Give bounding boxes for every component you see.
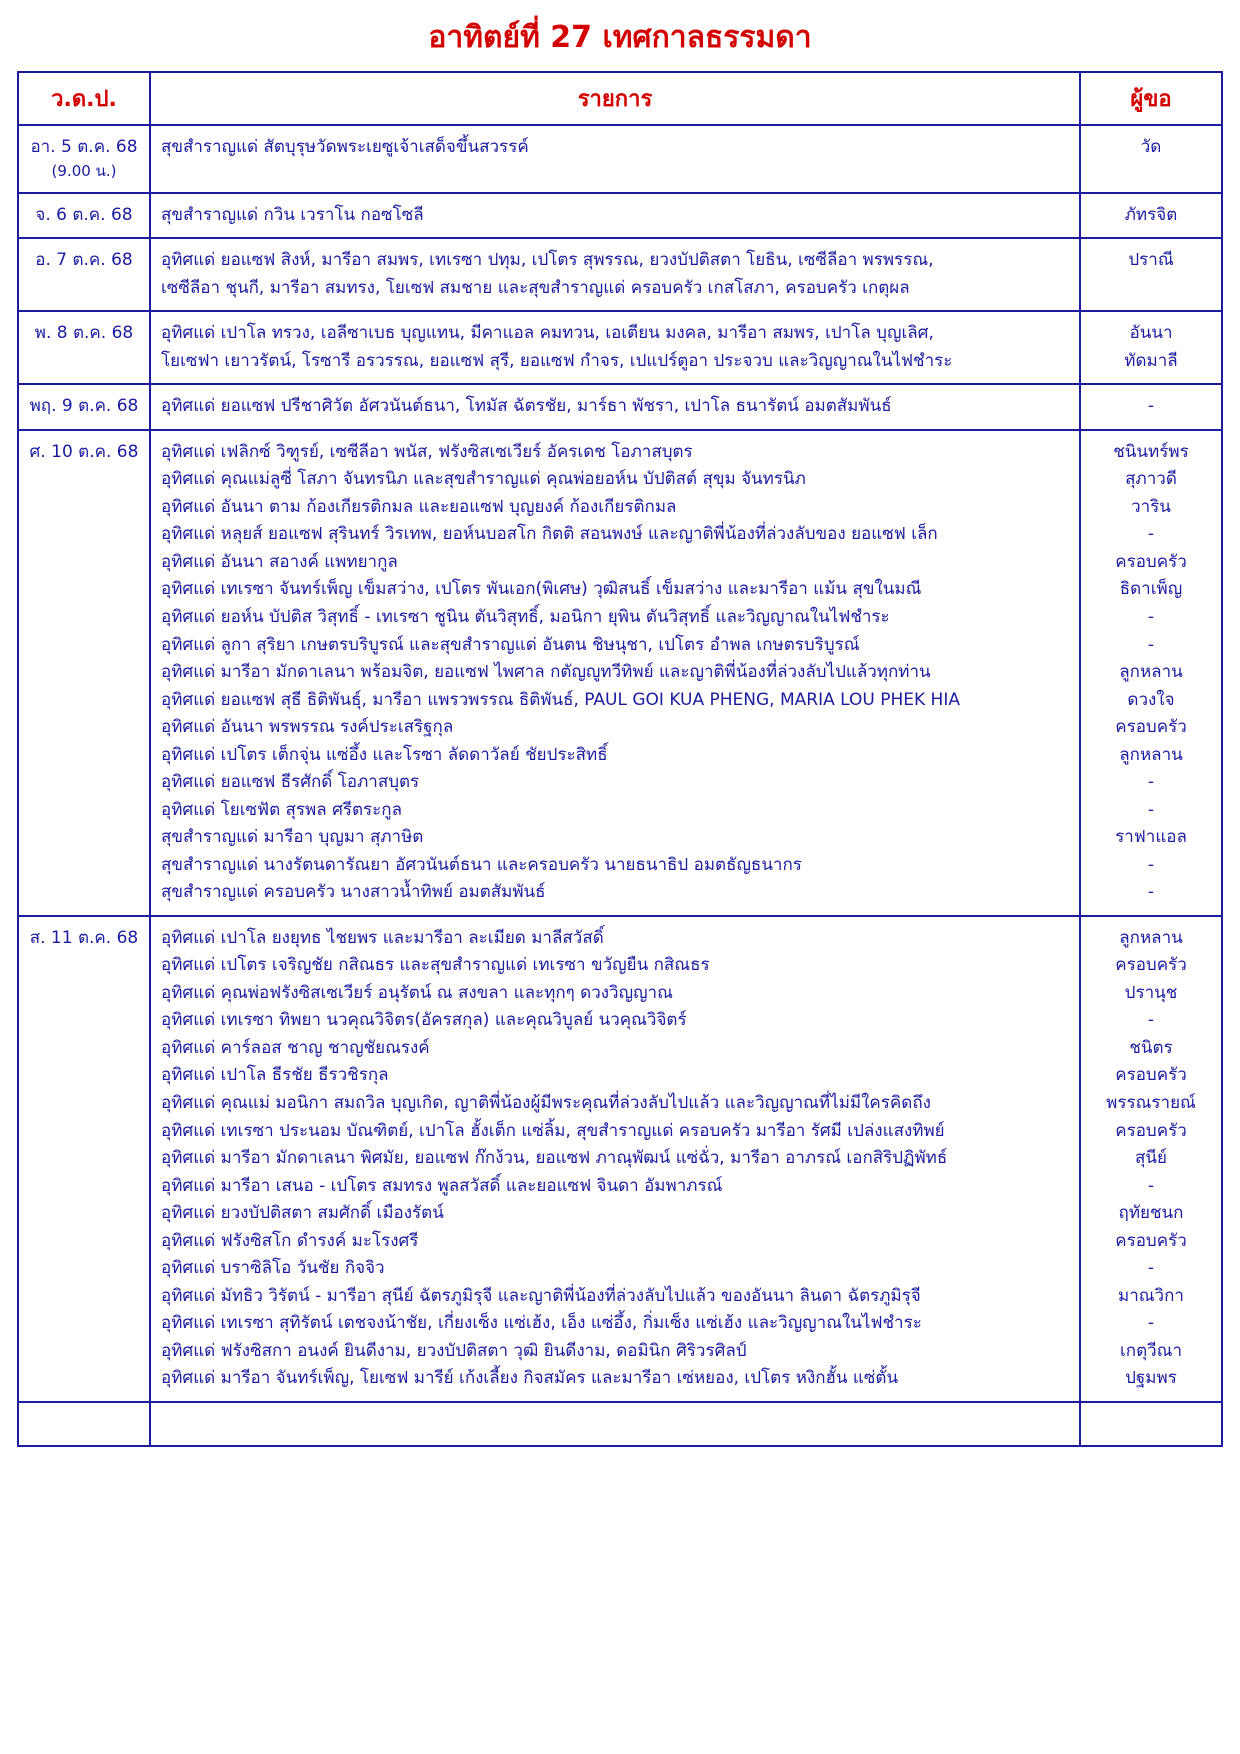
requester-line: - bbox=[1147, 1313, 1155, 1334]
intention-line: อุทิศแด่ ยอห์น บัปติส วิสุทธิ์ - เทเรซา ชูนิน ตันวิสุทธิ์, มอนิกา ยุพิน ตันวิสุทธิ์ และวิญญาณในไฟชำระ bbox=[161, 606, 890, 627]
requester-line: ราฟาแอล bbox=[1115, 827, 1187, 848]
requester-line: ครอบครัว bbox=[1115, 1230, 1187, 1251]
date-text: จ. 6 ต.ค. 68 bbox=[35, 204, 133, 225]
intention-line: อุทิศแด่ เปโตร เต็กจุ่น แซ่อึ้ง และโรซา ลัดดาวัลย์ ชัยประสิทธิ์ bbox=[161, 744, 608, 765]
table-row-partial bbox=[18, 1402, 1222, 1446]
cell-date bbox=[18, 1402, 150, 1446]
requester-line: ลูกหลาน bbox=[1119, 662, 1183, 683]
table-row bbox=[18, 125, 1222, 193]
requester-line: - bbox=[1147, 854, 1155, 875]
table-row bbox=[18, 430, 1222, 916]
requester-line: ภัทรจิต bbox=[1124, 204, 1178, 225]
intention-line: สุขสำราญแด่ สัตบุรุษวัดพระเยซูเจ้าเสด็จขึ้นสวรรค์ bbox=[161, 137, 529, 157]
cell-requester bbox=[1080, 311, 1222, 384]
table-header bbox=[18, 72, 1222, 125]
table-row bbox=[18, 238, 1222, 311]
intention-line: อุทิศแด่ มัทธิว วิรัตน์ - มารีอา สุนีย์ ฉัตรภูมิรุจี และญาติพี่น้องที่ล่วงลับไปแล้ว ของอันนา ลินดา ฉัตรภูมิรุจี bbox=[161, 1285, 921, 1306]
requester-line: มาณวิกา bbox=[1118, 1285, 1184, 1306]
requester-line: สุภาวดี bbox=[1125, 469, 1177, 490]
table-body bbox=[18, 125, 1222, 1446]
intention-line: โยเซฟา เยาวรัตน์, โรซารี อรวรรณ, ยอแซฟ สุรี, ยอแซฟ กำจร, เปแปร์ตูอา ประจวบ และวิญญาณในไฟชำระ bbox=[161, 350, 953, 371]
requester-line: สุนีย์ bbox=[1135, 1148, 1167, 1169]
intention-line: อุทิศแด่ เทเรซา จันทร์เพ็ญ เข็มสว่าง, เปโตร พันเอก(พิเศษ) วุฒิสนธิ์ เข็มสว่าง และมารีอา แม้น สุขในมณี bbox=[161, 579, 922, 600]
requester-line: - bbox=[1147, 606, 1155, 627]
cell-intentions bbox=[150, 430, 1080, 916]
date-text: ศ. 10 ต.ค. 68 bbox=[29, 441, 139, 462]
cell-intentions bbox=[150, 125, 1080, 193]
requester-line: - bbox=[1147, 634, 1155, 655]
intention-line: อุทิศแด่ คุณพ่อฟรังซิสเซเวียร์ อนุรัตน์ ณ สงขลา และทุกๆ ดวงวิญญาณ bbox=[161, 982, 673, 1003]
requester-line: ปรานุช bbox=[1124, 982, 1178, 1003]
intention-line: อุทิศแด่ ยอแซฟ สิงห์, มารีอา สมพร, เทเรซา ปทุม, เปโตร สุพรรณ, ยวงบัปติสตา โยธิน, เซซีลีอา พรพรรณ, bbox=[161, 250, 934, 271]
intention-line: อุทิศแด่ ยวงบัปติสตา สมศักดิ์ เมืองรัตน์ bbox=[161, 1203, 444, 1224]
intention-line: อุทิศแด่ อันนา พรพรรณ รงค์ประเสริฐกุล bbox=[161, 717, 454, 738]
cell-requester bbox=[1080, 238, 1222, 311]
requester-line: ครอบครัว bbox=[1115, 717, 1187, 738]
intention-line: อุทิศแด่ บราซิลิโอ วันชัย กิจจิว bbox=[161, 1258, 385, 1279]
cell-date bbox=[18, 193, 150, 239]
requester-line: - bbox=[1147, 1175, 1155, 1196]
page-title: อาทิตย์ที่ 27 เทศกาลธรรมดา bbox=[428, 20, 812, 55]
requester-line: - bbox=[1147, 1010, 1155, 1031]
table-row bbox=[18, 193, 1222, 239]
intention-line: อุทิศแด่ ฟรังซิสโก ดำรงค์ มะโรงศรี bbox=[161, 1230, 419, 1251]
intention-line: สุขสำราญแด่ มารีอา บุญมา สุภาษิต bbox=[161, 827, 424, 848]
date-text: พฤ. 9 ต.ค. 68 bbox=[29, 396, 139, 417]
requester-line: ดวงใจ bbox=[1127, 689, 1175, 710]
cell-requester bbox=[1080, 916, 1222, 1402]
date-text: ส. 11 ต.ค. 68 bbox=[29, 927, 139, 948]
requester-line: ครอบครัว bbox=[1115, 1120, 1187, 1141]
intention-line: อุทิศแด่ ฟรังซิสกา อนงค์ ยินดีงาม, ยวงบัปติสตา วุฒิ ยินดีงาม, ดอมินิก ศิริวรศิลป์ bbox=[161, 1340, 747, 1361]
cell-date bbox=[18, 125, 150, 193]
cell-requester bbox=[1080, 193, 1222, 239]
requester-line: ทัดมาลี bbox=[1124, 350, 1178, 371]
cell-intentions bbox=[150, 311, 1080, 384]
intention-line: อุทิศแด่ ยอแซฟ ปรีชาศิวัต อัศวนันต์ธนา, โทมัส ฉัตรชัย, มาร์ธา พัชรา, เปาโล ธนารัตน์ อมตสัมพันธ์ bbox=[161, 396, 892, 417]
date-time-text: (9.00 น.) bbox=[51, 162, 117, 181]
intention-line: อุทิศแด่ เทเรซา ประนอม บัณฑิตย์, เปาโล ฮั้งเต็ก แซ่ลิ้ม, สุขสำราญแด่ ครอบครัว มารีอา รัศมี เปล่งแสงทิพย์ bbox=[161, 1120, 945, 1141]
intention-line: อุทิศแด่ เทเรซา สุทิรัตน์ เตชจงน้าชัย, เกี่ยงเซ็ง แซ่เฮ้ง, เอ็ง แซ่อึ้ง, กิ่มเซ็ง แซ่เฮ้ง และวิญญาณในไฟชำระ bbox=[161, 1313, 922, 1334]
requester-line: พรรณรายณ์ bbox=[1106, 1093, 1196, 1113]
intention-line: อุทิศแด่ คุณแม่ มอนิกา สมถวิล บุญเกิด, ญาติพี่น้องผู้มีพระคุณที่ล่วงลับไปแล้ว และวิญญาณที่ไม่มีใครคิดถึง bbox=[161, 1093, 931, 1113]
table-header-row bbox=[18, 72, 1222, 125]
requester-line: ครอบครัว bbox=[1115, 955, 1187, 976]
cell-intentions bbox=[150, 238, 1080, 311]
requester-line: - bbox=[1147, 396, 1155, 417]
requester-line: ลูกหลาน bbox=[1119, 927, 1183, 948]
requester-line: ลูกหลาน bbox=[1119, 744, 1183, 765]
intention-line: อุทิศแด่ อันนา สอางค์ แพทยากูล bbox=[161, 551, 398, 572]
intention-line: อุทิศแด่ มารีอา มักดาเลนา พิศมัย, ยอแซฟ ก๊กง้วน, ยอแซฟ ภาณุพัฒน์ แซ่ฉั่ว, มารีอา อาภรณ์ เอกสิริปฏิพัทธ์ bbox=[161, 1148, 948, 1169]
intention-line: สุขสำราญแด่ กวิน เวราโน กอซโซลี bbox=[161, 204, 424, 225]
intention-line: อุทิศแด่ มารีอา มักดาเลนา พร้อมจิต, ยอแซฟ ไพศาล กตัญญูทวีทิพย์ และญาติพี่น้องที่ล่วงลับไปแล้วทุกท่าน bbox=[161, 662, 931, 683]
cell-date bbox=[18, 430, 150, 916]
intention-line: อุทิศแด่ เปาโล ธีรชัย ธีรวชิรกุล bbox=[161, 1065, 389, 1086]
requester-line: - bbox=[1147, 1258, 1155, 1279]
date-text: อา. 5 ต.ค. 68 bbox=[30, 137, 138, 157]
intention-line: อุทิศแด่ เปาโล ยงยุทธ ไชยพร และมารีอา ละเมียด มาลีสวัสดิ์ bbox=[161, 927, 604, 948]
requester-line: ชนิตร bbox=[1129, 1037, 1173, 1058]
intention-line: อุทิศแด่ เฟลิกซ์ วิฑูรย์, เซซีลีอา พนัส, ฟรังซิสเซเวียร์ อัครเดช โอภาสบุตร bbox=[161, 441, 693, 462]
table-row bbox=[18, 384, 1222, 430]
requester-line: - bbox=[1147, 524, 1155, 545]
intention-line: อุทิศแด่ เปโตร เจริญชัย กสิณธร และสุขสำราญแด่ เทเรซา ขวัญยืน กสิณธร bbox=[161, 955, 710, 976]
requester-line: อันนา bbox=[1129, 323, 1173, 344]
intention-line: อุทิศแด่ เทเรซา ทิพยา นวคุณวิจิตร(อัครสกุล) และคุณวิบูลย์ นวคุณวิจิตร์ bbox=[161, 1010, 687, 1031]
intention-line: อุทิศแด่ ยอแซฟ สุธี ธิติพันธุ์, มารีอา แพรวพรรณ ธิติพันธ์, PAUL GOI KUA PHENG, MARIA LOU PHEK HIA bbox=[161, 689, 960, 710]
requester-line: ฤทัยชนก bbox=[1118, 1203, 1184, 1224]
requester-line: ปราณี bbox=[1128, 250, 1174, 271]
date-text: พ. 8 ต.ค. 68 bbox=[34, 323, 134, 344]
intention-line: อุทิศแด่ มารีอา เสนอ - เปโตร สมทรง พูลสวัสดิ์ และยอแซฟ จินดา อัมพาภรณ์ bbox=[161, 1175, 723, 1196]
cell-requester bbox=[1080, 1402, 1222, 1446]
mass-intentions-table bbox=[17, 71, 1223, 1447]
intention-line: อุทิศแด่ โยเซฟัต สุรพล ศรีตระกูล bbox=[161, 799, 402, 820]
cell-requester bbox=[1080, 125, 1222, 193]
intention-line: อุทิศแด่ อันนา ตาม ก้องเกียรติกมล และยอแซฟ บุญยงค์ ก้องเกียรติกมล bbox=[161, 496, 677, 517]
cell-intentions bbox=[150, 1402, 1080, 1446]
intention-line: สุขสำราญแด่ ครอบครัว นางสาวน้ำทิพย์ อมตสัมพันธ์ bbox=[161, 882, 546, 903]
cell-intentions bbox=[150, 384, 1080, 430]
column-header-list: รายการ bbox=[150, 72, 1080, 125]
intention-line: สุขสำราญแด่ นางรัตนดารัณยา อัศวนันต์ธนา และครอบครัว นายธนาธิป อมตธัญธนากร bbox=[161, 854, 802, 875]
requester-line: วาริน bbox=[1131, 496, 1171, 517]
intention-line: อุทิศแด่ ลูกา สุริยา เกษตรบริบูรณ์ และสุขสำราญแด่ อันตน ชิษนุชา, เปโตร อำพล เกษตรบริบูรณ์ bbox=[161, 634, 860, 655]
table-row bbox=[18, 916, 1222, 1402]
cell-requester bbox=[1080, 430, 1222, 916]
requester-line: วัด bbox=[1140, 137, 1162, 157]
cell-requester bbox=[1080, 384, 1222, 430]
intention-line: อุทิศแด่ มารีอา จันทร์เพ็ญ, โยเซฟ มารีย์ เก้งเลี้ยง กิจสมัคร และมารีอา เซ่หยอง, เปโตร หงิกฮั้น แซ่ตั้น bbox=[161, 1368, 899, 1389]
requester-line: เกตุวีณา bbox=[1119, 1340, 1182, 1361]
cell-intentions bbox=[150, 916, 1080, 1402]
intention-line: อุทิศแด่ เปาโล ทรวง, เอลีซาเบธ บุญแทน, มีคาแอล คมทวน, เอเตียน มงคล, มารีอา สมพร, เปาโล บุญเลิศ, bbox=[161, 323, 934, 344]
requester-line: - bbox=[1147, 772, 1155, 793]
cell-date bbox=[18, 916, 150, 1402]
requester-line: - bbox=[1147, 799, 1155, 820]
cell-date bbox=[18, 238, 150, 311]
requester-line: ครอบครัว bbox=[1115, 1065, 1187, 1086]
cell-date bbox=[18, 311, 150, 384]
intention-line: เซซีลีอา ชุนกี, มารีอา สมทรง, โยเซฟ สมชาย และสุขสำราญแด่ ครอบครัว เกสโสภา, ครอบครัว เกตุผล bbox=[161, 277, 910, 298]
date-text: อ. 7 ต.ค. 68 bbox=[35, 250, 133, 271]
intention-line: อุทิศแด่ หลุยส์ ยอแซฟ สุรินทร์ วิรเทพ, ยอห์นบอสโก กิตติ สอนพงษ์ และญาติพี่น้องที่ล่วงลับของ ยอแซฟ เล็ก bbox=[161, 524, 938, 545]
table-row bbox=[18, 311, 1222, 384]
requester-line: ชนินทร์พร bbox=[1113, 441, 1189, 462]
intention-line: อุทิศแด่ ยอแซฟ ธีรศักดิ์ โอภาสบุตร bbox=[161, 772, 420, 793]
cell-intentions bbox=[150, 193, 1080, 239]
requester-line: ครอบครัว bbox=[1115, 551, 1187, 572]
requester-line: - bbox=[1147, 882, 1155, 903]
column-header-date: ว.ด.ป. bbox=[18, 72, 150, 125]
requester-line: ปฐมพร bbox=[1125, 1368, 1177, 1389]
intention-line: อุทิศแด่ คาร์ลอส ชาญ ชาญชัยณรงค์ bbox=[161, 1037, 430, 1058]
cell-date bbox=[18, 384, 150, 430]
intention-line: อุทิศแด่ คุณแม่ลูซี่ โสภา จันทรนิภ และสุขสำราญแด่ คุณพ่อยอห์น บัปติสต์ สุขุม จันทรนิภ bbox=[161, 469, 806, 490]
requester-line: ธิดาเพ็ญ bbox=[1119, 579, 1183, 600]
column-header-requester: ผู้ขอ bbox=[1080, 72, 1222, 125]
